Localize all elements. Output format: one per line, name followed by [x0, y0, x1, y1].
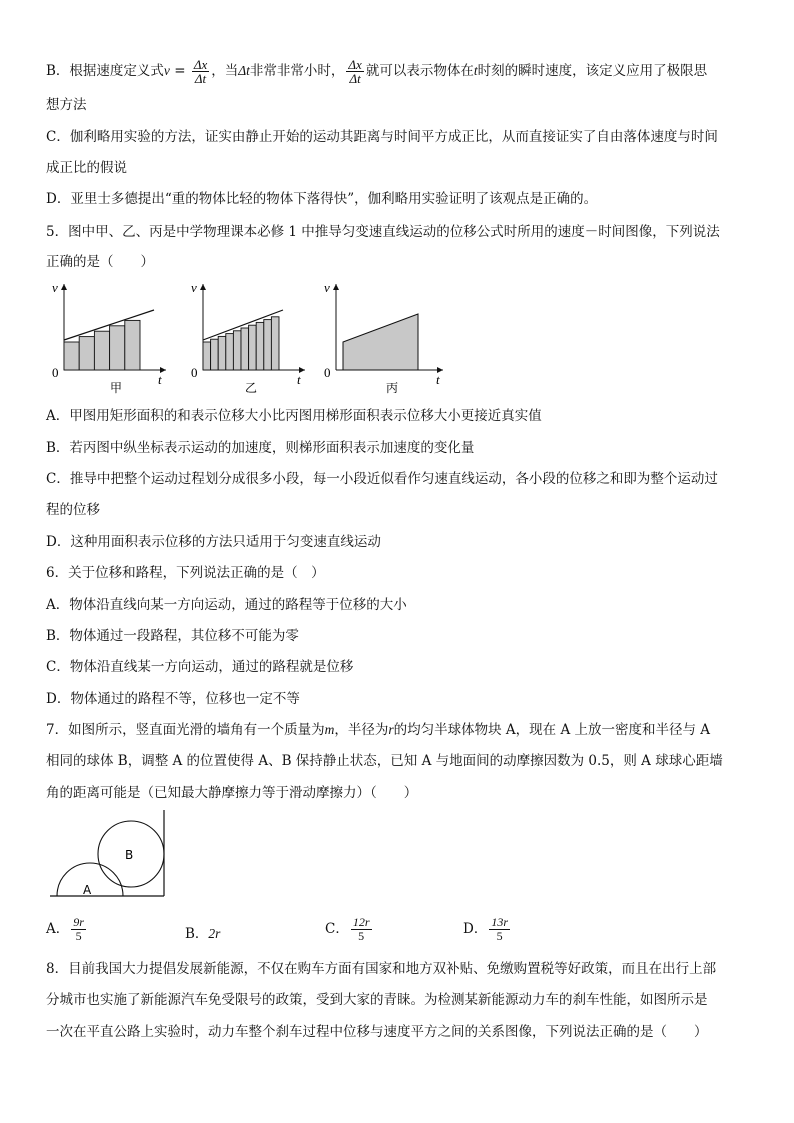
origin-label: 0: [324, 365, 331, 380]
fraction-dx-dt: $\frac{\Delta x}{\Delta t}$: [193, 57, 208, 86]
area-strip: [64, 342, 79, 370]
vt-graph-bing: [318, 280, 453, 395]
q7-stem-line2: 相同的球体 B，调整 A 的位置使得 A、B 保持静止状态，已知 A 与地面间的动摩擦因数为 0.5，则 A 球球心距墙: [46, 753, 723, 769]
origin-label: 0: [191, 365, 198, 380]
area-strip: [233, 331, 241, 370]
q7-option-c: C． $\frac{12r}{5}$: [325, 915, 370, 943]
v-axis-label: v: [52, 280, 58, 295]
q5-stem-line2: 正确的是（ ）: [46, 254, 154, 270]
q5-option-c-line1: C．推导中把整个运动过程划分成很多小段，每一小段近似看作匀速直线运动，各小段的位移之和即为整个运动过: [46, 471, 718, 487]
q5-option-a: A．甲图用矩形面积的和表示位移大小比丙图用梯形面积表示位移大小更接近真实值: [46, 408, 542, 424]
area-strip: [203, 342, 211, 370]
t-axis-label: t: [436, 372, 440, 387]
q7-stem-line1: 7．如图所示，竖直面光滑的墙角有一个质量为m，半径为r的均匀半球体物块 A，现在 A 上放一密度和半径与 A: [46, 722, 711, 738]
q7-option-a: A． $\frac{9r}{5}$: [46, 915, 84, 943]
area-strip: [241, 328, 249, 370]
t-axis-label: t: [297, 372, 301, 387]
hemisphere-a-label: A: [83, 883, 92, 897]
area-strip: [271, 317, 279, 370]
q5-option-b: B．若丙图中纵坐标表示运动的加速度，则梯形面积表示加速度的变化量: [46, 440, 475, 456]
sphere-b-label: B: [125, 848, 134, 862]
q4-option-d: D．亚里士多德提出“重的物体比轻的物体下落得快”，伽利略用实验证明了该观点是正确的。: [46, 191, 598, 207]
q5-option-d: D．这种用面积表示位移的方法只适用于匀变速直线运动: [46, 534, 381, 550]
v-axis-label: v: [191, 280, 197, 295]
area-strip: [218, 336, 226, 370]
q4-option-b-line2: 想方法: [46, 97, 87, 113]
graph-label-yi: 乙: [245, 381, 258, 395]
q8-stem-line2: 分城市也实施了新能源汽车免受限号的政策，受到大家的青睐。为检测某新能源动力车的刹车性能，如图所示是: [46, 992, 708, 1008]
graph-label-jia: 甲: [110, 381, 123, 395]
q4-option-c-line2: 成正比的假说: [46, 160, 127, 176]
q7-option-b: B．2r: [185, 926, 221, 942]
q8-stem-line1: 8．目前我国大力提倡发展新能源，不仅在购车方面有国家和地方双补贴、免缴购置税等好政策，而且在出行上部: [46, 961, 717, 977]
origin-label: 0: [52, 365, 59, 380]
graph-label-bing: 丙: [386, 381, 399, 395]
fraction-dx-dt-2: $\frac{\Delta x}{\Delta t}$: [348, 57, 362, 86]
q6-option-a: A．物体沿直线向某一方向运动，通过的路程等于位移的大小: [46, 597, 407, 613]
area-strip: [94, 331, 109, 370]
q5-option-c-line2: 程的位移: [46, 502, 100, 518]
q6-option-b: B．物体通过一段路程，其位移不可能为零: [46, 628, 299, 644]
vt-graph-jia: [46, 280, 176, 395]
q7-stem-line3: 角的距离可能是（已知最大静摩擦力等于滑动摩擦力）（ ）: [46, 785, 418, 801]
t-axis-label: t: [158, 372, 162, 387]
area-strip: [211, 339, 219, 370]
area-strip: [125, 320, 140, 370]
area-strip: [256, 322, 264, 370]
area-strip: [110, 326, 125, 370]
q4-option-c-line1: C．伽利略用实验的方法，证实由静止开始的运动其距离与时间平方成正比，从而直接证实了自由落体速度与时间: [46, 129, 718, 145]
area-strip: [264, 320, 272, 370]
area-strip: [79, 337, 94, 370]
area-strip: [249, 325, 257, 370]
q6-option-d: D．物体通过的路程不等，位移也一定不等: [46, 691, 300, 707]
q5-stem-line1: 5．图中甲、乙、丙是中学物理课本必修 1 中推导匀变速直线运动的位移公式时所用的速度－时间图像，下列说法: [46, 224, 720, 240]
q4-option-b: B．根据速度定义式v = $\frac{\Delta x}{\Delta t}$ ，当Δt非常非常小时， $\frac{\Delta x}{\Delta t}$ 就可以表示物体在t时刻的瞬时速度，该定义应用了极限思: [46, 57, 708, 86]
trapezoid-area: [343, 314, 418, 370]
area-strip: [226, 334, 234, 370]
q6-option-c: C．物体沿直线某一方向运动，通过的路程就是位移: [46, 659, 354, 675]
q8-stem-line3: 一次在平直公路上实验时，动力车整个刹车过程中位移与速度平方之间的关系图像，下列说法正确的是（ ）: [46, 1024, 708, 1040]
vt-graph-yi: [185, 280, 315, 395]
q6-stem: 6．关于位移和路程，下列说法正确的是（ ）: [46, 565, 325, 581]
q7-option-d: D． $\frac{13r}{5}$: [463, 915, 508, 943]
v-axis-label: v: [324, 280, 330, 295]
hemisphere-sphere-figure: [46, 808, 176, 912]
